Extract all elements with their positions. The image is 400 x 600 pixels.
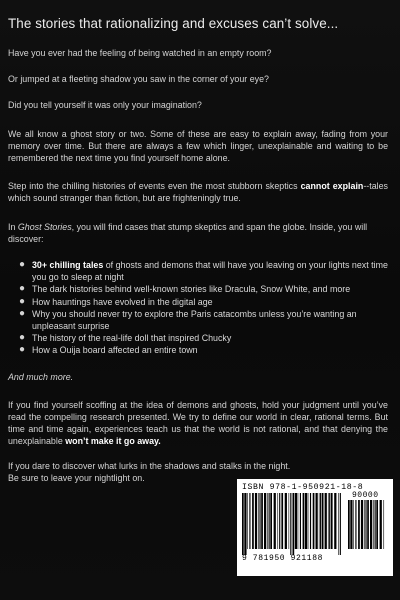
intro-question-3: Did you tell yourself it was only your imagination? — [8, 100, 202, 111]
skeptics-paragraph — [8, 180, 388, 204]
feature-item — [19, 307, 388, 332]
bullet-icon: ● — [19, 283, 26, 295]
feature-item-bold: 30+ chilling tales — [32, 260, 104, 271]
feature-item — [19, 332, 388, 344]
intro-question-1: Have you ever had the feeling of being watched in an empty room? — [8, 48, 272, 58]
feature-item-text: How a Ouija board affected an entire town — [32, 345, 198, 356]
barcode-addon-digits: 90000 — [352, 491, 379, 500]
in-book-prefix: In — [8, 221, 18, 232]
bullet-icon: ● — [19, 307, 26, 319]
skeptics-text-after: --tales which sound stranger than fiction, but are frighteningly true. — [8, 181, 388, 204]
ean-digits: 9 781950 921188 — [242, 554, 324, 563]
intro-question-2: Or jumped at a fleeting shadow you saw in the corner of your eye? — [8, 74, 269, 85]
addon-barcode-bars — [348, 500, 386, 555]
skeptics-text-bold: cannot explain — [300, 181, 364, 192]
feature-item-text: How hauntings have evolved in the digital age — [32, 296, 213, 307]
barcode-bars — [242, 493, 388, 555]
feature-list — [8, 259, 388, 357]
isbn-label: ISBN 978-1-950921-18-8 — [242, 483, 364, 492]
isbn-barcode — [237, 479, 393, 576]
bullet-icon: ● — [19, 344, 26, 356]
headline: The stories that rationalizing and excuses can’t solve... — [8, 16, 339, 31]
in-book-suffix: , you will find cases that stump skeptics and span the globe. Inside, you will discover: — [8, 221, 368, 244]
bullet-icon: ● — [19, 332, 26, 344]
ghost-story-paragraph: We all know a ghost story or two. Some of these are easy to explain away, fading from your memory over time. But there are always a few which linger, unexplainable and waiting to be remembered the next time you find yourself home alone. — [8, 128, 388, 164]
scoffing-paragraph — [8, 399, 388, 448]
in-book-paragraph — [8, 221, 388, 245]
bullet-icon: ● — [19, 259, 26, 271]
feature-item — [19, 259, 388, 283]
book-title: Ghost Stories — [17, 221, 72, 232]
scoffing-text-bold: won’t make it go away. — [65, 436, 161, 447]
feature-item-text: of ghosts and demons that will have you leaving on your lights next time you go to sleep at night — [32, 260, 388, 283]
bullet-icon: ● — [19, 295, 26, 307]
feature-item — [19, 295, 388, 308]
feature-item-text: Why you should never try to explore the Paris catacombs unless you’re wanting an unpleasant surprise — [32, 308, 357, 332]
feature-item-text: The history of the real-life doll that inspired Chucky — [32, 333, 232, 344]
and-much-more — [8, 371, 388, 383]
skeptics-text-before: Step into the chilling histories of events even the most stubborn skeptics — [8, 181, 301, 192]
closing-line-2: Be sure to leave your nightlight on. — [8, 472, 145, 483]
feature-item — [19, 283, 388, 295]
feature-item — [19, 344, 388, 356]
and-much-more-text: And much more. — [8, 371, 74, 382]
scoffing-text: If you find yourself scoffing at the idea of demons and ghosts, hold your judgment until you’ve read the compelling research presented. We try to define our world in clear, rational terms. But time and time again, experiences teach us that the world is not rational, and that denying the unexplainable — [8, 399, 388, 447]
feature-item-text: The dark histories behind well-known stories like Dracula, Snow White, and more — [32, 284, 351, 295]
closing-line-1: If you dare to discover what lurks in the shadows and stalks in the night. — [8, 460, 291, 471]
ean-barcode-bars — [242, 493, 342, 555]
